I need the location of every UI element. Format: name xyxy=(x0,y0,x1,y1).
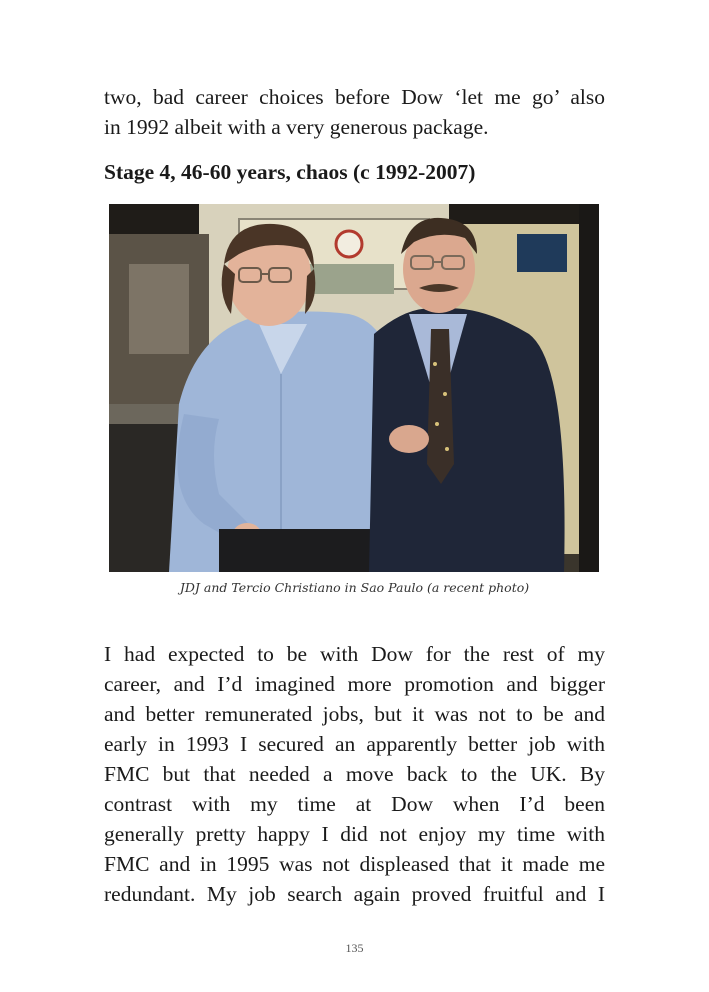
paragraph-line: early in 1993 I secured an apparently better job with xyxy=(104,732,605,756)
paragraph-line: FMC and in 1995 was not displeased that it made me xyxy=(104,852,605,876)
photograph xyxy=(109,204,599,572)
page-number: 135 xyxy=(345,941,364,955)
paragraph-line: FMC but that needed a move back to the UK. By xyxy=(104,762,605,786)
body-paragraph xyxy=(104,639,605,909)
paragraph-line: career, and I’d imagined more promotion and bigger xyxy=(104,672,605,696)
paragraph-line: I had expected to be with Dow for the rest of my xyxy=(104,642,605,666)
paragraph-line: redundant. My job search again proved fruitful and I xyxy=(104,882,605,906)
photo-caption: JDJ and Tercio Christiano in Sao Paulo (a recent photo) xyxy=(179,580,530,595)
paragraph-line: and better remunerated jobs, but it was not to be and xyxy=(104,702,605,726)
paragraph-line: contrast with my time at Dow when I’d been xyxy=(104,792,605,816)
intro-paragraph xyxy=(104,82,605,142)
section-heading: Stage 4, 46-60 years, chaos (c 1992-2007) xyxy=(104,160,476,184)
photo-illustration xyxy=(109,204,599,572)
paragraph-line: two, bad career choices before Dow ‘let me go’ also xyxy=(104,85,605,109)
paragraph-line: in 1992 albeit with a very generous package. xyxy=(104,115,489,139)
paragraph-line: generally pretty happy I did not enjoy my time with xyxy=(104,822,605,846)
